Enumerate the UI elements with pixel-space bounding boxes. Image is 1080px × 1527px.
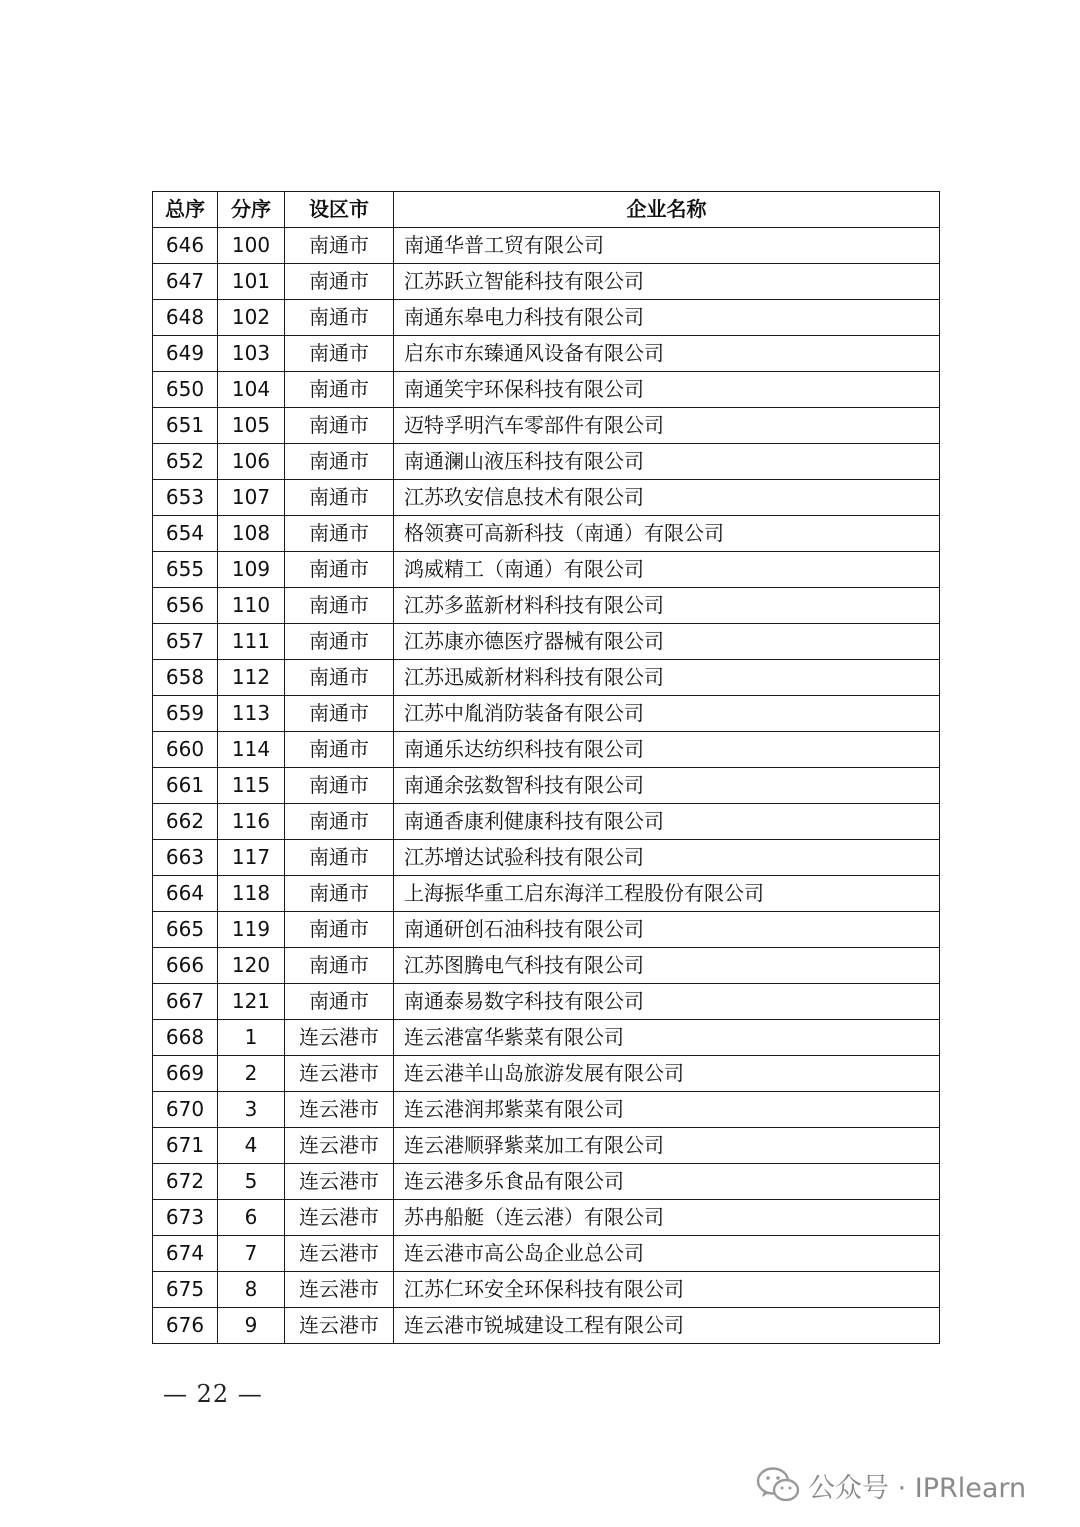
cell-sub-seq: 102 xyxy=(218,300,285,336)
cell-company-name: 南通泰易数字科技有限公司 xyxy=(394,984,940,1020)
cell-city: 连云港市 xyxy=(285,1236,394,1272)
table-row xyxy=(153,1308,940,1344)
cell-total-seq: 658 xyxy=(153,660,218,696)
cell-city: 南通市 xyxy=(285,660,394,696)
table-row xyxy=(153,696,940,732)
cell-city: 连云港市 xyxy=(285,1200,394,1236)
cell-total-seq: 667 xyxy=(153,984,218,1020)
cell-total-seq: 654 xyxy=(153,516,218,552)
table-row xyxy=(153,984,940,1020)
table-row xyxy=(153,228,940,264)
cell-sub-seq: 109 xyxy=(218,552,285,588)
table-row xyxy=(153,552,940,588)
cell-total-seq: 651 xyxy=(153,408,218,444)
cell-city: 南通市 xyxy=(285,516,394,552)
cell-city: 南通市 xyxy=(285,984,394,1020)
cell-sub-seq: 9 xyxy=(218,1308,285,1344)
cell-company-name: 江苏多蓝新材料科技有限公司 xyxy=(394,588,940,624)
cell-sub-seq: 121 xyxy=(218,984,285,1020)
cell-city: 南通市 xyxy=(285,732,394,768)
cell-sub-seq: 106 xyxy=(218,444,285,480)
header-city: 设区市 xyxy=(285,192,394,228)
table-row xyxy=(153,1020,940,1056)
cell-city: 连云港市 xyxy=(285,1272,394,1308)
watermark-text: 公众号 · IPRlearn xyxy=(808,1472,1027,1504)
cell-sub-seq: 105 xyxy=(218,408,285,444)
cell-sub-seq: 4 xyxy=(218,1128,285,1164)
table-row xyxy=(153,336,940,372)
cell-total-seq: 656 xyxy=(153,588,218,624)
cell-sub-seq: 116 xyxy=(218,804,285,840)
cell-total-seq: 663 xyxy=(153,840,218,876)
cell-sub-seq: 104 xyxy=(218,372,285,408)
cell-city: 南通市 xyxy=(285,696,394,732)
table-row xyxy=(153,1272,940,1308)
cell-total-seq: 659 xyxy=(153,696,218,732)
cell-city: 南通市 xyxy=(285,444,394,480)
cell-city: 南通市 xyxy=(285,228,394,264)
cell-company-name: 连云港富华紫菜有限公司 xyxy=(394,1020,940,1056)
cell-sub-seq: 6 xyxy=(218,1200,285,1236)
cell-sub-seq: 119 xyxy=(218,912,285,948)
cell-company-name: 启东市东臻通风设备有限公司 xyxy=(394,336,940,372)
cell-sub-seq: 118 xyxy=(218,876,285,912)
cell-sub-seq: 100 xyxy=(218,228,285,264)
cell-total-seq: 670 xyxy=(153,1092,218,1128)
table-row xyxy=(153,300,940,336)
cell-company-name: 南通东皋电力科技有限公司 xyxy=(394,300,940,336)
cell-company-name: 南通乐达纺织科技有限公司 xyxy=(394,732,940,768)
cell-company-name: 鸿威精工（南通）有限公司 xyxy=(394,552,940,588)
cell-city: 南通市 xyxy=(285,876,394,912)
cell-total-seq: 650 xyxy=(153,372,218,408)
cell-total-seq: 671 xyxy=(153,1128,218,1164)
cell-sub-seq: 103 xyxy=(218,336,285,372)
cell-city: 南通市 xyxy=(285,624,394,660)
cell-sub-seq: 117 xyxy=(218,840,285,876)
cell-city: 南通市 xyxy=(285,372,394,408)
table-row xyxy=(153,372,940,408)
cell-sub-seq: 114 xyxy=(218,732,285,768)
cell-company-name: 连云港羊山岛旅游发展有限公司 xyxy=(394,1056,940,1092)
cell-sub-seq: 110 xyxy=(218,588,285,624)
cell-total-seq: 652 xyxy=(153,444,218,480)
cell-company-name: 格领赛可高新科技（南通）有限公司 xyxy=(394,516,940,552)
cell-sub-seq: 107 xyxy=(218,480,285,516)
cell-total-seq: 675 xyxy=(153,1272,218,1308)
cell-sub-seq: 7 xyxy=(218,1236,285,1272)
cell-sub-seq: 112 xyxy=(218,660,285,696)
table-row xyxy=(153,588,940,624)
cell-city: 南通市 xyxy=(285,840,394,876)
cell-total-seq: 673 xyxy=(153,1200,218,1236)
cell-company-name: 连云港多乐食品有限公司 xyxy=(394,1164,940,1200)
cell-total-seq: 647 xyxy=(153,264,218,300)
table-row xyxy=(153,840,940,876)
table-row xyxy=(153,1200,940,1236)
header-sub-seq: 分序 xyxy=(218,192,285,228)
cell-company-name: 连云港润邦紫菜有限公司 xyxy=(394,1092,940,1128)
cell-city: 南通市 xyxy=(285,948,394,984)
header-total-seq: 总序 xyxy=(153,192,218,228)
cell-city: 连云港市 xyxy=(285,1164,394,1200)
table-row xyxy=(153,768,940,804)
cell-city: 南通市 xyxy=(285,552,394,588)
cell-company-name: 连云港市高公岛企业总公司 xyxy=(394,1236,940,1272)
watermark xyxy=(756,1463,1026,1507)
table-row xyxy=(153,804,940,840)
cell-company-name: 江苏康亦德医疗器械有限公司 xyxy=(394,624,940,660)
cell-sub-seq: 115 xyxy=(218,768,285,804)
cell-company-name: 连云港市锐城建设工程有限公司 xyxy=(394,1308,940,1344)
cell-company-name: 南通华普工贸有限公司 xyxy=(394,228,940,264)
table-body xyxy=(153,228,940,1344)
cell-company-name: 南通研创石油科技有限公司 xyxy=(394,912,940,948)
cell-total-seq: 649 xyxy=(153,336,218,372)
cell-city: 南通市 xyxy=(285,480,394,516)
cell-total-seq: 674 xyxy=(153,1236,218,1272)
cell-city: 南通市 xyxy=(285,912,394,948)
cell-sub-seq: 111 xyxy=(218,624,285,660)
cell-sub-seq: 1 xyxy=(218,1020,285,1056)
cell-total-seq: 660 xyxy=(153,732,218,768)
cell-company-name: 迈特孚明汽车零部件有限公司 xyxy=(394,408,940,444)
table-row xyxy=(153,1092,940,1128)
cell-company-name: 南通余弦数智科技有限公司 xyxy=(394,768,940,804)
cell-sub-seq: 2 xyxy=(218,1056,285,1092)
header-company-name: 企业名称 xyxy=(394,192,940,228)
cell-total-seq: 661 xyxy=(153,768,218,804)
cell-total-seq: 666 xyxy=(153,948,218,984)
cell-company-name: 南通澜山液压科技有限公司 xyxy=(394,444,940,480)
cell-sub-seq: 8 xyxy=(218,1272,285,1308)
cell-total-seq: 657 xyxy=(153,624,218,660)
table-row xyxy=(153,444,940,480)
cell-total-seq: 646 xyxy=(153,228,218,264)
cell-city: 南通市 xyxy=(285,768,394,804)
table-row xyxy=(153,1128,940,1164)
cell-city: 连云港市 xyxy=(285,1308,394,1344)
cell-total-seq: 653 xyxy=(153,480,218,516)
cell-company-name: 江苏迅威新材料科技有限公司 xyxy=(394,660,940,696)
table-row xyxy=(153,408,940,444)
table-header xyxy=(153,192,940,228)
table-row xyxy=(153,516,940,552)
cell-total-seq: 662 xyxy=(153,804,218,840)
cell-total-seq: 655 xyxy=(153,552,218,588)
cell-total-seq: 672 xyxy=(153,1164,218,1200)
header-row xyxy=(153,192,940,228)
cell-sub-seq: 101 xyxy=(218,264,285,300)
cell-city: 连云港市 xyxy=(285,1128,394,1164)
cell-city: 连云港市 xyxy=(285,1020,394,1056)
cell-sub-seq: 120 xyxy=(218,948,285,984)
cell-sub-seq: 113 xyxy=(218,696,285,732)
table-row xyxy=(153,1236,940,1272)
cell-company-name: 上海振华重工启东海洋工程股份有限公司 xyxy=(394,876,940,912)
cell-city: 南通市 xyxy=(285,804,394,840)
cell-total-seq: 669 xyxy=(153,1056,218,1092)
table-row xyxy=(153,480,940,516)
table-row xyxy=(153,1164,940,1200)
cell-city: 连云港市 xyxy=(285,1056,394,1092)
table-row xyxy=(153,1056,940,1092)
table-row xyxy=(153,264,940,300)
cell-company-name: 江苏跃立智能科技有限公司 xyxy=(394,264,940,300)
cell-city: 连云港市 xyxy=(285,1092,394,1128)
cell-company-name: 江苏图腾电气科技有限公司 xyxy=(394,948,940,984)
cell-company-name: 江苏仁环安全环保科技有限公司 xyxy=(394,1272,940,1308)
cell-sub-seq: 5 xyxy=(218,1164,285,1200)
table-row xyxy=(153,732,940,768)
cell-company-name: 苏冉船艇（连云港）有限公司 xyxy=(394,1200,940,1236)
cell-total-seq: 664 xyxy=(153,876,218,912)
cell-total-seq: 665 xyxy=(153,912,218,948)
cell-total-seq: 668 xyxy=(153,1020,218,1056)
cell-city: 南通市 xyxy=(285,588,394,624)
cell-total-seq: 648 xyxy=(153,300,218,336)
enterprise-list-table xyxy=(152,191,940,1344)
table-row xyxy=(153,912,940,948)
table-row xyxy=(153,624,940,660)
cell-sub-seq: 3 xyxy=(218,1092,285,1128)
cell-company-name: 江苏中胤消防装备有限公司 xyxy=(394,696,940,732)
table-row xyxy=(153,660,940,696)
cell-company-name: 南通笑宇环保科技有限公司 xyxy=(394,372,940,408)
table-row xyxy=(153,876,940,912)
cell-company-name: 江苏玖安信息技术有限公司 xyxy=(394,480,940,516)
cell-city: 南通市 xyxy=(285,300,394,336)
cell-company-name: 连云港顺驿紫菜加工有限公司 xyxy=(394,1128,940,1164)
cell-total-seq: 676 xyxy=(153,1308,218,1344)
cell-company-name: 江苏增达试验科技有限公司 xyxy=(394,840,940,876)
table-row xyxy=(153,948,940,984)
cell-city: 南通市 xyxy=(285,408,394,444)
wechat-icon xyxy=(756,1465,800,1505)
cell-company-name: 南通香康利健康科技有限公司 xyxy=(394,804,940,840)
cell-city: 南通市 xyxy=(285,336,394,372)
page-number: — 22 — xyxy=(163,1380,263,1408)
cell-city: 南通市 xyxy=(285,264,394,300)
cell-sub-seq: 108 xyxy=(218,516,285,552)
